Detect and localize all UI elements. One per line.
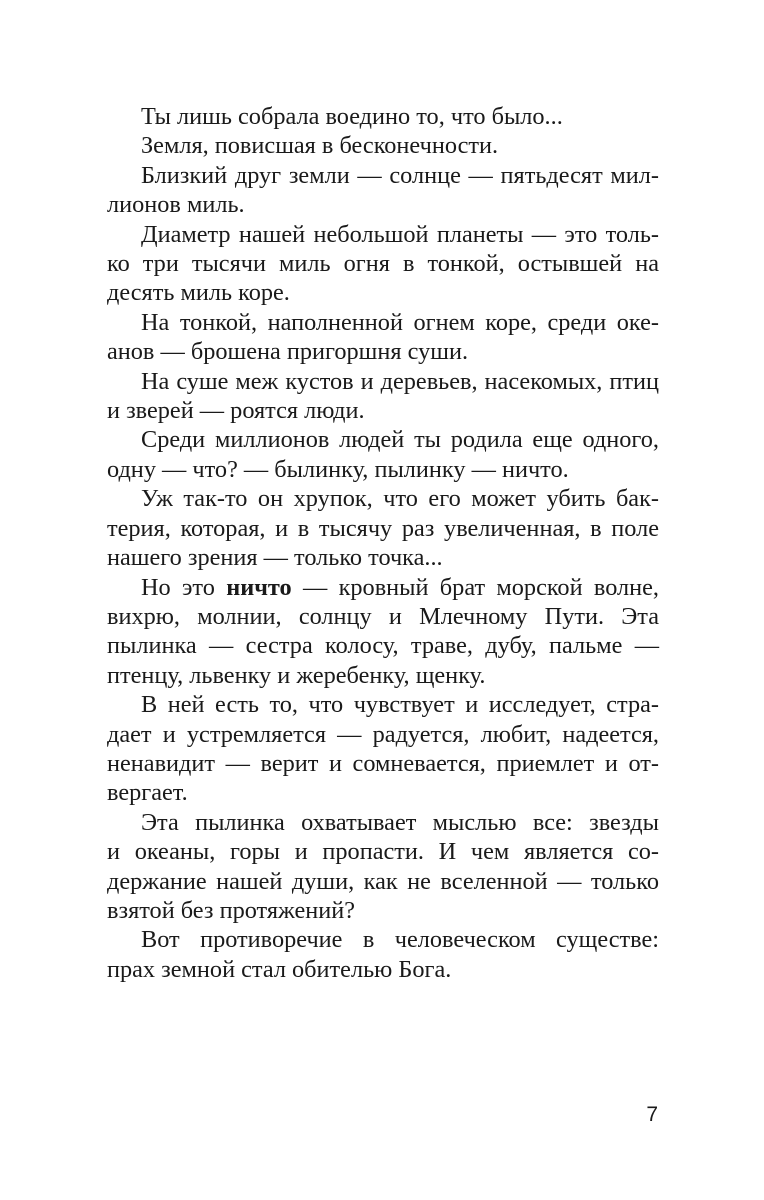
text-line: нашего зрения — только точка...	[107, 544, 443, 572]
text-line: В ней есть то, что чувствует и исследует, стра-	[141, 691, 659, 719]
text-line: Уж так-то он хрупок, что его может убить бак-	[141, 485, 659, 513]
text-line: Эта пылинка охватывает мыслью все: звезды	[141, 808, 659, 836]
text-line: На суше меж кустов и деревьев, насекомых, птиц	[141, 367, 659, 395]
body-text	[107, 102, 659, 984]
text-line: анов — брошена пригоршня суши.	[107, 338, 469, 366]
emphasized-word: ничто	[226, 573, 292, 601]
text-line: пылинка — сестра колосу, траве, дубу, пальме —	[107, 632, 659, 660]
text-line: Диаметр нашей небольшой планеты — это толь-	[141, 220, 659, 248]
text-line: десять миль коре.	[107, 279, 290, 307]
text-line: ко три тысячи миль огня в тонкой, остывшей на	[107, 250, 659, 278]
text-line: прах земной стал обителью Бога.	[107, 955, 452, 983]
text-segment: — кровный брат морской волне,	[291, 573, 660, 601]
text-line: лионов миль.	[107, 191, 245, 219]
text-line: Близкий друг земли — солнце — пятьдесят мил-	[141, 161, 659, 189]
text-line: вергает.	[107, 779, 188, 807]
text-line: и зверей — роятся люди.	[107, 397, 365, 425]
text-line: Среди миллионов людей ты родила еще одного,	[141, 426, 659, 454]
text-segment: Но это	[141, 573, 227, 601]
text-line: держание нашей души, как не вселенной — только	[107, 867, 659, 895]
text-line: вихрю, молнии, солнцу и Млечному Пути. Эта	[107, 602, 659, 630]
text-line: и океаны, горы и пропасти. И чем является со-	[107, 838, 659, 866]
text-line	[107, 573, 659, 602]
text-line: терия, которая, и в тысячу раз увеличенная, в поле	[107, 514, 659, 542]
text-line: одну — что? — былинку, пылинку — ничто.	[107, 455, 569, 483]
text-line: Земля, повисшая в бесконечности.	[141, 132, 499, 160]
text-line: Ты лишь собрала воедино то, что было...	[141, 103, 563, 130]
text-line: На тонкой, наполненной огнем коре, среди оке-	[141, 308, 659, 336]
text-line: взятой без протяжений?	[107, 896, 356, 924]
text-line: ненавидит — верит и сомневается, приемлет и от-	[107, 749, 659, 777]
text-line: птенцу, львенку и жеребенку, щенку.	[107, 661, 486, 689]
text-line: Вот противоречие в человеческом существе:	[141, 926, 659, 954]
text-line: дает и устремляется — радуется, любит, надеется,	[107, 720, 659, 748]
page-number: 7	[646, 1103, 658, 1126]
